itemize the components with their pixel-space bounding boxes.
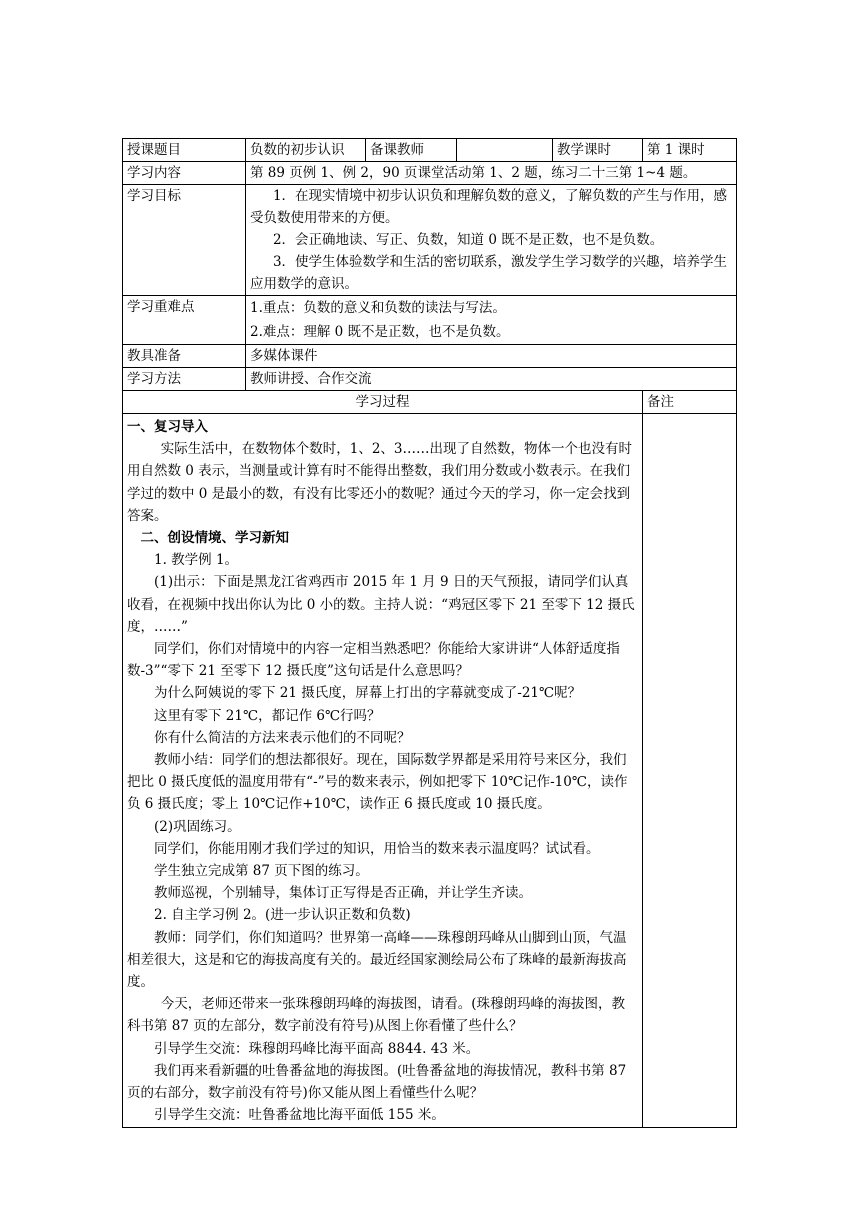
section-review-heading: 一、复习导入 xyxy=(127,419,208,435)
objective-item-2: 2．会正确地读、写正、负数，知道 0 既不是正数，也不是负数。 xyxy=(272,232,664,248)
topic-label: 授课题目 xyxy=(123,139,246,162)
para-independent: 学生独立完成第 87 页下图的练习。 xyxy=(154,863,369,880)
para-question-method: 你有什么简洁的方法来表示他们的不同呢？ xyxy=(154,729,411,746)
header-row xyxy=(123,139,737,162)
process-content xyxy=(123,414,643,1128)
para-example1: 1. 教学例 1。 xyxy=(154,552,239,569)
keypoints-label: 学习重难点 xyxy=(123,296,246,345)
teacher-label: 备课教师 xyxy=(366,139,457,162)
keypoints-list xyxy=(246,296,737,345)
para-question-why: 为什么阿姨说的零下 21 摄氏度，屏幕上打出的字幕就变成了-21℃呢？ xyxy=(154,685,582,702)
objectives-row xyxy=(123,185,737,296)
method-label: 学习方法 xyxy=(123,368,246,391)
para-example2: 2. 自主学习例 2。(进一步认识正数和负数) xyxy=(154,907,411,924)
para-everest-map: 今天，老师还带来一张珠穆朗玛峰的海拔图，请看。(珠穆朗玛峰的海拔图，教科书第 87 页的左部分，数字前没有符号)从图上你看懂了些什么？ xyxy=(127,996,626,1035)
objective-item-3: 3．使学生体验数学和生活的密切联系，激发学生学习数学的兴趣，培养学生应用数学的意识。 xyxy=(250,254,728,292)
tools-label: 教具准备 xyxy=(123,345,246,368)
tools-row xyxy=(123,345,737,368)
teacher-value xyxy=(457,139,553,162)
para-turpan-answer: 引导学生交流：吐鲁番盆地比海平面低 155 米。 xyxy=(154,1107,445,1124)
objective-item-1: 1．在现实情境中初步认识负和理解负数的意义，了解负数的产生与作用，感受负数使用带来的方便。 xyxy=(250,188,728,226)
para-practice: (2)巩固练习。 xyxy=(154,818,241,835)
hours-label: 教学课时 xyxy=(553,139,643,162)
process-body-row xyxy=(123,414,737,1128)
topic-value: 负数的初步认识 xyxy=(246,139,366,162)
para-everest-answer: 引导学生交流：珠穆朗玛峰比海平面高 8844. 43 米。 xyxy=(154,1040,480,1057)
keypoint-item-2: 2.难点：理解 0 既不是正数，也不是负数。 xyxy=(250,324,510,340)
para-review: 实际生活中，在数物体个数时，1、2、3……出现了自然数，物体一个也没有时用自然数 0 表示，当测量或计算有时不能得出整数，我们用分数或小数表示。在我们学过的数中 0 是最小的数，有没有比零还小的数呢？通过今天的学习，你一定会找到答案。 xyxy=(127,441,633,524)
tools-value: 多媒体课件 xyxy=(246,345,737,368)
process-header-row xyxy=(123,391,737,414)
content-value: 第 89 页例 1、例 2，90 页课堂活动第 1、2 题，练习二十三第 1~4 题。 xyxy=(246,162,737,185)
para-question-record: 这里有零下 21℃，都记作 6℃行吗？ xyxy=(154,707,381,724)
objectives-label: 学习目标 xyxy=(123,185,246,296)
para-practice-question: 同学们，你能用刚才我们学过的知识，用恰当的数来表示温度吗？试试看。 xyxy=(154,840,600,857)
objectives-list xyxy=(246,185,737,296)
para-everest-intro: 教师：同学们，你们知道吗？世界第一高峰——珠穆朗玛峰从山脚到山顶，气温相差很大，这是和它的海拔高度有关的。最近经国家测绘局公布了珠峰的最新海拔高度。 xyxy=(127,929,627,991)
content-label: 学习内容 xyxy=(123,162,246,185)
method-row xyxy=(123,368,737,391)
para-question-meaning: 同学们，你们对情境中的内容一定相当熟悉吧？你能给大家讲讲“人体舒适度指数-3”“零下 21 至零下 12 摄氏度”这句话是什么意思吗？ xyxy=(127,641,620,680)
content-row xyxy=(123,162,737,185)
lesson-plan-sheet xyxy=(122,138,736,1128)
hours-value: 第 1 课时 xyxy=(643,139,737,162)
notes-label: 备注 xyxy=(643,391,737,414)
method-value: 教师讲授、合作交流 xyxy=(246,368,737,391)
para-teacher-summary: 教师小结：同学们的想法都很好。现在，国际数学界都是采用符号来区分，我们把比 0 摄氏度低的温度用带有“-”号的数来表示，例如把零下 10℃记作-10℃，读作负 6 摄氏度；零上 10℃记作+10℃，读作正 6 摄氏度或 10 摄氏度。 xyxy=(127,752,628,813)
para-teacher-patrol: 教师巡视，个别辅导，集体订正写得是否正确，并让学生齐读。 xyxy=(154,885,532,902)
process-title: 学习过程 xyxy=(123,391,643,414)
section-newknowledge-heading: 二、创设情境、学习新知 xyxy=(140,530,289,547)
para-show-forecast: (1)出示：下面是黑龙江省鸡西市 2015 年 1 月 9 日的天气预报，请同学们认真收看，在视频中找出你认为比 0 小的数。主持人说：“鸡冠区零下 21 至零下 12 摄氏度，……” xyxy=(127,574,635,635)
keypoints-row xyxy=(123,296,737,345)
notes-column xyxy=(643,414,737,1128)
para-turpan-map: 我们再来看新疆的吐鲁番盆地的海拔图。(吐鲁番盆地的海拔情况，教科书第 87 页的右部分，数字前没有符号)你又能从图上看懂些什么呢？ xyxy=(127,1062,627,1102)
lesson-plan-table xyxy=(122,138,737,1128)
keypoint-item-1: 1.重点：负数的意义和负数的读法与写法。 xyxy=(250,300,506,316)
